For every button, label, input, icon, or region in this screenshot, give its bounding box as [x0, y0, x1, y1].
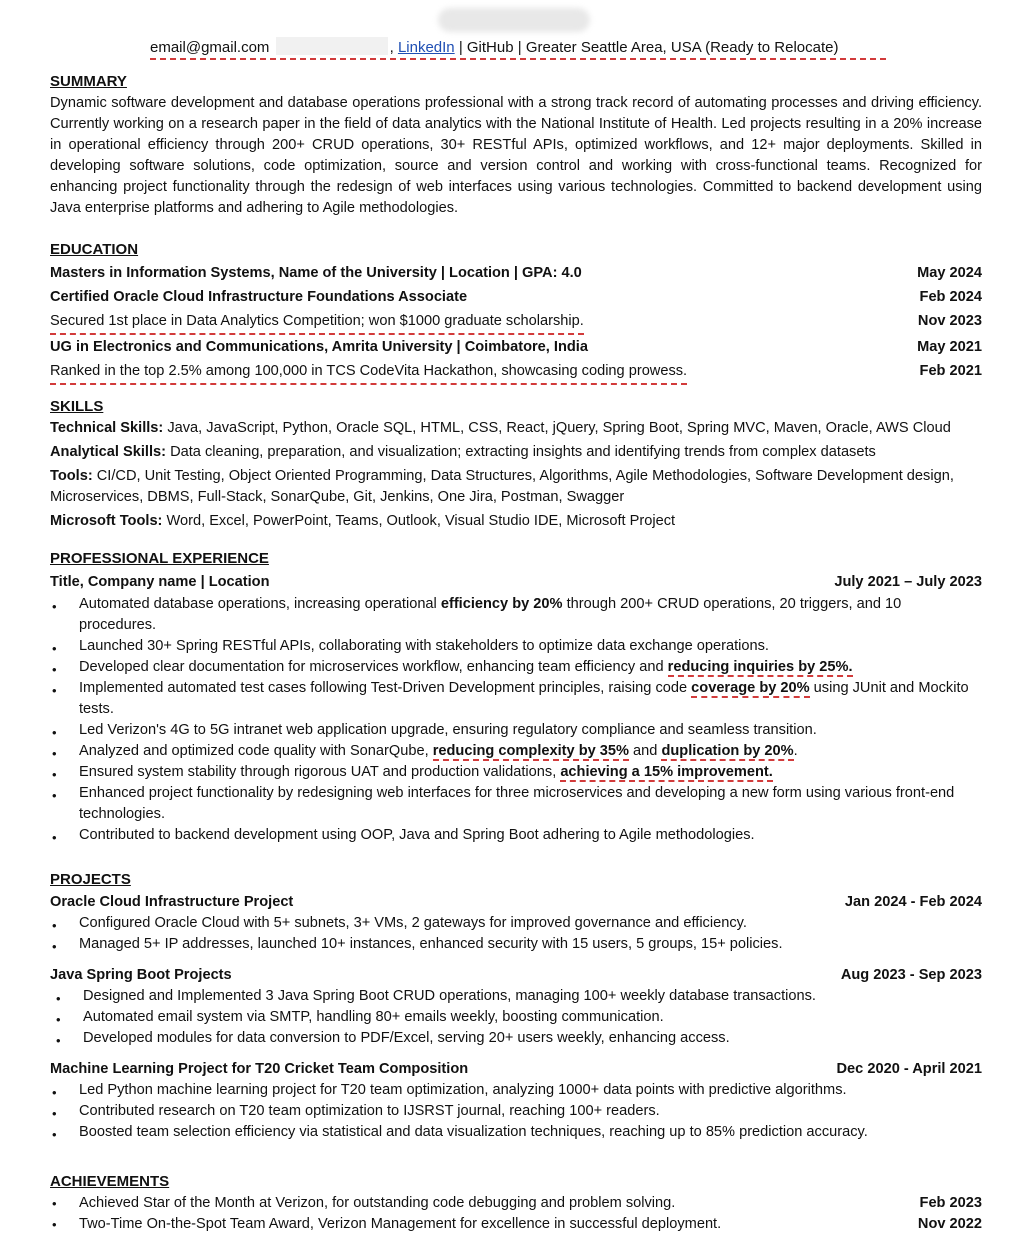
project-bullets	[50, 986, 982, 1049]
project-header: Oracle Cloud Infrastructure Project Jan 2024 - Feb 2024	[50, 894, 982, 910]
list-item: • Boosted team selection efficiency via statistical and data visualization techniques, reaching up to 85% prediction accuracy.	[50, 1122, 982, 1143]
achievement-row: • Two-Time On-the-Spot Team Award, Verizon Management for excellence in successful deployment. Nov 2022	[52, 1216, 982, 1232]
list-item: • Contributed to backend development using OOP, Java and Spring Boot adhering to Agile methodologies.	[50, 825, 982, 846]
location: Greater Seattle Area, USA (Ready to Relocate)	[525, 39, 839, 56]
experience-bullets	[50, 594, 982, 846]
list-item: • Designed and Implemented 3 Java Spring Boot CRUD operations, managing 100+ weekly database transactions.	[54, 986, 982, 1007]
experience-section	[50, 549, 982, 846]
skills-section	[50, 397, 982, 535]
analytical-skills: Analytical Skills: Data cleaning, preparation, and visualization; extracting insights and identifying trends from complex datasets	[50, 444, 876, 460]
list-item: • Led Verizon's 4G to 5G intranet web application upgrade, ensuring regulatory compliance and seamless transition.	[50, 720, 982, 741]
list-item: • Contributed research on T20 team optimization to IJSRST journal, reaching 100+ readers.	[50, 1101, 982, 1122]
redacted-name	[438, 8, 590, 32]
email: email@gmail.com	[150, 39, 270, 56]
section-title: ACHIEVEMENTS	[50, 1173, 170, 1190]
education-section	[50, 240, 982, 385]
section-title: EDUCATION	[50, 241, 139, 258]
project-bullets	[50, 1080, 982, 1143]
list-item: • Automated database operations, increasing operational efficiency by 20% through 200+ CRUD operations, 20 triggers, and 10 procedures.	[50, 594, 982, 636]
list-item: • Ensured system stability through rigorous UAT and production validations, achieving a 15% improvement.	[50, 762, 982, 783]
project-bullets	[50, 913, 982, 955]
linkedin-link[interactable]: LinkedIn	[397, 39, 455, 56]
education-row: Secured 1st place in Data Analytics Competition; won $1000 graduate scholarship. Nov 2023	[50, 309, 982, 335]
list-item: • Led Python machine learning project for T20 team optimization, analyzing 1000+ data points with predictive algorithms.	[50, 1080, 982, 1101]
tools-skills: Tools: CI/CD, Unit Testing, Object Oriented Programming, Data Structures, Algorithms, Agile Methodologies, Software Development design, Microservices, DBMS, Full-Stack, SonarQube, Git, Jenkins, One Jira, Postman, Swagger	[50, 468, 954, 505]
summary-section	[50, 72, 982, 219]
list-item: • Configured Oracle Cloud with 5+ subnets, 3+ VMs, 2 gateways for improved governance and efficiency.	[50, 913, 982, 934]
contact-line: email@gmail.com , LinkedIn | GitHub | Greater Seattle Area, USA (Ready to Relocate)	[150, 39, 839, 56]
microsoft-tools: Microsoft Tools: Word, Excel, PowerPoint, Teams, Outlook, Visual Studio IDE, Microsoft Project	[50, 513, 676, 529]
achievement-row: • Achieved Star of the Month at Verizon, for outstanding code debugging and problem solving. Feb 2023	[52, 1195, 982, 1211]
list-item: • Enhanced project functionality by redesigning web interfaces for three microservices and developing a new form using various front-end technologies.	[50, 783, 982, 825]
section-title: SKILLS	[50, 398, 104, 415]
github-link[interactable]: GitHub	[466, 39, 514, 56]
section-title: PROFESSIONAL EXPERIENCE	[50, 550, 269, 567]
education-row: Certified Oracle Cloud Infrastructure Foundations Associate Feb 2024	[50, 289, 982, 305]
project-header: Java Spring Boot Projects Aug 2023 - Sep 2023	[50, 967, 982, 983]
annotation-underline	[150, 58, 886, 60]
list-item: • Analyzed and optimized code quality with SonarQube, reducing complexity by 35% and duplication by 20%.	[50, 741, 982, 762]
achievements-section	[50, 1172, 982, 1235]
list-item: • Managed 5+ IP addresses, launched 10+ instances, enhanced security with 15 users, 5 groups, 15+ policies.	[50, 934, 982, 955]
section-title: PROJECTS	[50, 871, 131, 888]
section-title: SUMMARY	[50, 73, 127, 90]
experience-header: Title, Company name | Location July 2021 – July 2023	[50, 574, 982, 590]
technical-skills: Technical Skills: Java, JavaScript, Python, Oracle SQL, HTML, CSS, React, jQuery, Spring Boot, Spring MVC, Maven, Oracle, AWS Cloud	[50, 420, 951, 436]
list-item: • Developed modules for data conversion to PDF/Excel, serving 20+ users weekly, enhancing access.	[54, 1028, 982, 1049]
project-header: Machine Learning Project for T20 Cricket Team Composition Dec 2020 - April 2021	[50, 1061, 982, 1077]
list-item: • Developed clear documentation for microservices workflow, enhancing team efficiency and reducing inquiries by 25%.	[50, 657, 982, 678]
redacted-phone	[276, 37, 388, 55]
list-item: • Implemented automated test cases following Test-Driven Development principles, raising code coverage by 20% using JUnit and Mockito tests.	[50, 678, 982, 720]
list-item: • Launched 30+ Spring RESTful APIs, collaborating with stakeholders to optimize data exchange operations.	[50, 636, 982, 657]
summary-text: Dynamic software development and database operations professional with a strong track record of automating processes and driving efficiency. Currently working on a research paper in the field of data analytics with the National Institute of Health. Led projects resulting in a 20% increase in operational efficiency through 200+ CRUD operations, 30+ RESTful APIs, optimized workflows, and 12+ major deployments. Skilled in developing software solutions, code optimization, source and version control and working with cross-functional teams. Recognized for enhancing project functionality through the redesign of web interfaces using various technologies. Committed to backend development using Java enterprise platforms and adhering to Agile methodologies.	[50, 95, 982, 216]
list-item: • Automated email system via SMTP, handling 80+ emails weekly, boosting communication.	[54, 1007, 982, 1028]
projects-section	[50, 870, 982, 1143]
education-row: UG in Electronics and Communications, Amrita University | Coimbatore, India May 2021	[50, 339, 982, 355]
education-row: Masters in Information Systems, Name of the University | Location | GPA: 4.0 May 2024	[50, 265, 982, 281]
education-row: Ranked in the top 2.5% among 100,000 in TCS CodeVita Hackathon, showcasing coding prowess. Feb 2021	[50, 359, 982, 385]
